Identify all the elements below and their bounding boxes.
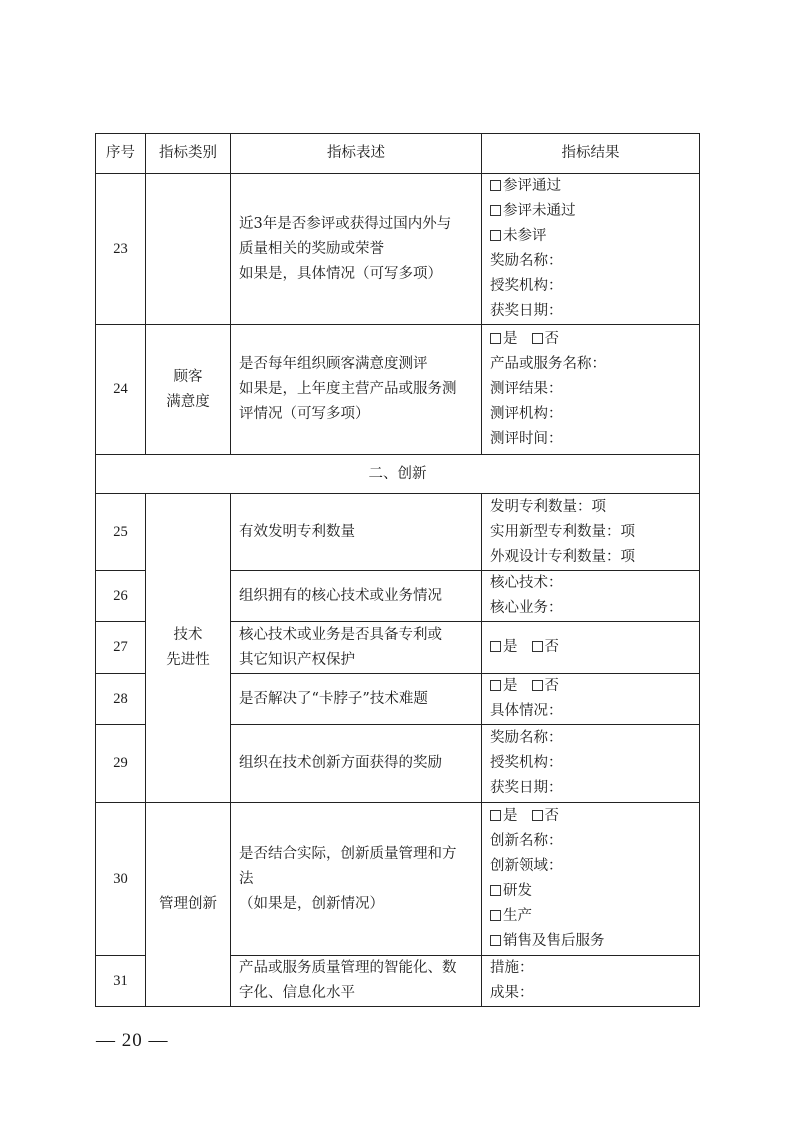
result-cell [482, 174, 700, 325]
result-cell [482, 571, 700, 622]
checkbox[interactable] [490, 885, 501, 896]
table-header-row [96, 134, 700, 174]
field-label: 外观设计专利数量：项 [490, 548, 635, 565]
yes-label: 是 [503, 808, 518, 824]
result-cell [482, 956, 700, 1007]
table-row [96, 325, 700, 455]
field-label: 授奖机构： [490, 755, 563, 771]
result-cell [482, 674, 700, 725]
checkbox-label: 未参评 [503, 228, 547, 244]
no-label: 否 [544, 808, 559, 824]
row-number: 30 [96, 803, 146, 956]
row-number: 25 [96, 494, 146, 571]
field-label: 奖励名称： [490, 730, 563, 746]
result-cell [482, 494, 700, 571]
result-cell [482, 803, 700, 956]
description-line: 核心技术或业务是否具备专利或 [239, 626, 442, 643]
row-number: 29 [96, 725, 146, 803]
description-line: 质量相关的奖励或荣誉 [239, 240, 384, 257]
field-label: 授奖机构： [490, 278, 563, 294]
description-cell [231, 325, 482, 455]
row-number: 31 [96, 956, 146, 1007]
yes-checkbox[interactable] [490, 333, 501, 344]
description-line: 是否结合实际，创新质量管理和方 [239, 845, 457, 862]
description-cell [231, 803, 482, 956]
category-label: 技术 [173, 627, 203, 643]
checkbox[interactable] [490, 935, 501, 946]
field-label: 措施： [490, 960, 534, 976]
description-cell: 有效发明专利数量 [231, 494, 482, 571]
category-label: 先进性 [166, 652, 210, 668]
checkbox[interactable] [490, 230, 501, 241]
no-label: 否 [544, 331, 559, 347]
category-label: 满意度 [166, 393, 210, 410]
description-line: 产品或服务质量管理的智能化、数 [239, 960, 457, 976]
table-row [96, 803, 700, 956]
description-line: 如果是，上年度主营产品或服务测 [239, 381, 457, 397]
description-line: 如果是，具体情况（可写多项） [239, 265, 442, 282]
description-cell [231, 622, 482, 674]
result-cell [482, 725, 700, 803]
checkbox[interactable] [490, 910, 501, 921]
description-line: 评情况（可写多项） [239, 406, 370, 422]
checkbox-label: 参评通过 [503, 178, 561, 194]
description-line: 法 [239, 870, 254, 887]
field-label: 测评结果： [490, 381, 563, 397]
checkbox[interactable] [490, 205, 501, 216]
field-label: 实用新型专利数量：项 [490, 523, 635, 540]
description-line: 是否每年组织顾客满意度测评 [239, 356, 428, 372]
row-number: 24 [96, 325, 146, 455]
checkbox[interactable] [490, 180, 501, 191]
result-cell [482, 622, 700, 674]
category-cell [146, 494, 231, 803]
description-cell [231, 956, 482, 1007]
field-label: 创新名称： [490, 833, 563, 849]
checkbox-label: 研发 [503, 883, 532, 899]
table-row [96, 174, 700, 325]
row-number: 27 [96, 622, 146, 674]
description-cell: 是否解决了“卡脖子”技术难题 [231, 674, 482, 725]
no-checkbox[interactable] [532, 680, 543, 691]
field-label: 测评时间： [490, 431, 563, 447]
field-label: 创新领域： [490, 858, 563, 874]
field-label: 产品或服务名称： [490, 356, 606, 372]
field-label: 获奖日期： [490, 303, 563, 319]
field-label: 成果： [490, 985, 534, 1001]
no-checkbox[interactable] [532, 641, 543, 652]
header-result: 指标结果 [482, 134, 700, 174]
section-row [96, 455, 700, 494]
field-label: 核心业务： [490, 600, 563, 616]
description-cell: 组织拥有的核心技术或业务情况 [231, 571, 482, 622]
yes-label: 是 [503, 678, 518, 694]
no-checkbox[interactable] [532, 333, 543, 344]
description-line: 字化、信息化水平 [239, 985, 355, 1001]
table-row [96, 494, 700, 571]
no-checkbox[interactable] [532, 810, 543, 821]
header-description: 指标表述 [231, 134, 482, 174]
checkbox-label: 销售及售后服务 [503, 933, 605, 949]
yes-checkbox[interactable] [490, 680, 501, 691]
no-label: 否 [544, 678, 559, 694]
row-number: 26 [96, 571, 146, 622]
field-label: 测评机构： [490, 406, 563, 422]
row-number: 28 [96, 674, 146, 725]
checkbox-label: 参评未通过 [503, 203, 576, 219]
field-label: 发明专利数量：项 [490, 498, 606, 515]
result-cell [482, 325, 700, 455]
field-label: 核心技术： [490, 575, 563, 591]
description-line: 其它知识产权保护 [239, 651, 355, 668]
indicator-table [95, 133, 700, 1007]
field-label: 获奖日期： [490, 780, 563, 796]
no-label: 否 [544, 639, 559, 655]
section-title: 二、创新 [96, 455, 700, 494]
category-cell [146, 325, 231, 455]
description-cell: 组织在技术创新方面获得的奖励 [231, 725, 482, 803]
yes-label: 是 [503, 639, 518, 655]
page-number: — 20 — [96, 1030, 169, 1051]
header-category: 指标类别 [146, 134, 231, 174]
description-cell [231, 174, 482, 325]
description-line: （如果是，创新情况） [239, 895, 384, 912]
yes-checkbox[interactable] [490, 641, 501, 652]
category-label: 顾客 [173, 368, 203, 385]
yes-label: 是 [503, 331, 518, 347]
category-cell [146, 174, 231, 325]
header-no: 序号 [96, 134, 146, 174]
row-number: 23 [96, 174, 146, 325]
checkbox-label: 生产 [503, 908, 532, 924]
category-cell: 管理创新 [146, 803, 231, 1007]
field-label: 奖励名称： [490, 253, 563, 269]
field-label: 具体情况： [490, 703, 563, 719]
yes-checkbox[interactable] [490, 810, 501, 821]
description-line: 近3年是否参评或获得过国内外与 [239, 215, 452, 232]
